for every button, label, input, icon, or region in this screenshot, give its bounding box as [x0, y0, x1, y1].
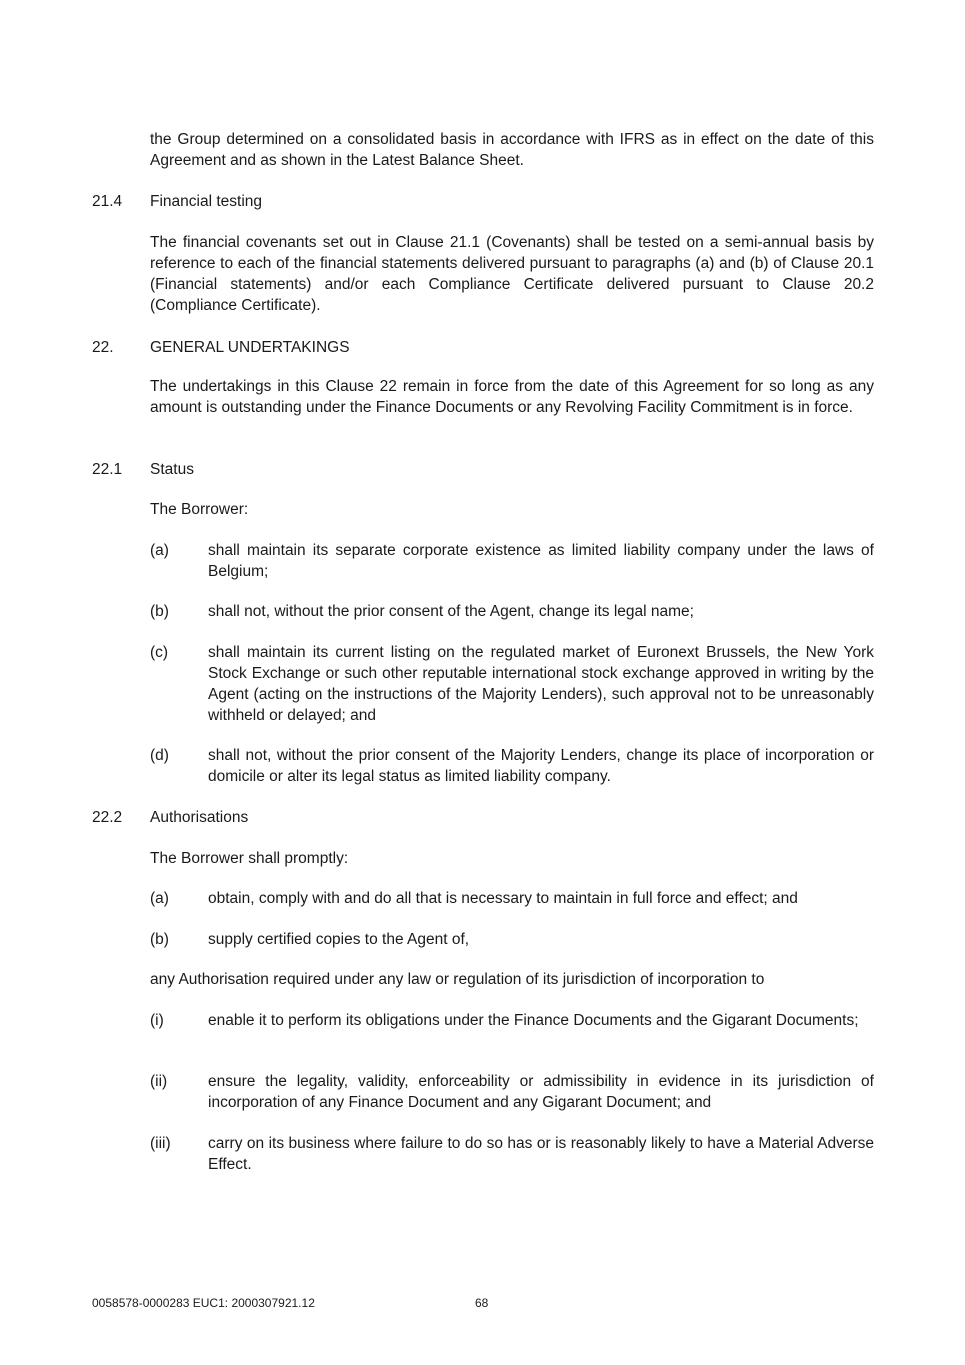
sublist-item-label: (i)	[150, 1012, 164, 1029]
footer-doc-ref: 0058578-0000283 EUC1: 2000307921.12	[92, 1296, 315, 1310]
list-item-label: (c)	[150, 644, 169, 661]
list-item-label: (a)	[150, 542, 169, 559]
list-item-label: (b)	[150, 603, 169, 620]
section-lead: The Borrower shall promptly:	[150, 850, 349, 867]
section-number: 22.2	[92, 809, 123, 826]
section-continuation: any Authorisation required under any law or regulation of its jurisdiction of incorporation to	[150, 971, 765, 988]
page-number: 68	[475, 1296, 489, 1310]
sublist-item: ensure the legality, validity, enforceability or admissibility in evidence in its jurisdiction of incorporation of any Finance Document and any Gigarant Document; and	[208, 1073, 874, 1111]
list-item: shall not, without the prior consent of the Agent, change its legal name;	[208, 603, 694, 620]
intro-paragraph: the Group determined on a consolidated basis in accordance with IFRS as in effect on the date of this Agreement and as shown in the Latest Balance Sheet.	[150, 131, 874, 169]
sublist-item: carry on its business where failure to do so has or is reasonably likely to have a Material Adverse Effect.	[208, 1135, 874, 1173]
section-heading: Authorisations	[150, 809, 249, 826]
list-item-label: (b)	[150, 931, 169, 948]
section-heading: Status	[150, 461, 194, 478]
list-item-label: (d)	[150, 747, 169, 764]
list-item-label: (a)	[150, 890, 169, 907]
section-lead: The Borrower:	[150, 501, 249, 518]
list-item: obtain, comply with and do all that is necessary to maintain in full force and effect; and	[208, 890, 798, 907]
section-number: 21.4	[92, 193, 123, 210]
list-item: shall not, without the prior consent of the Majority Lenders, change its place of incorporation or domicile or alter its legal status as limited liability company.	[208, 747, 874, 785]
list-item: shall maintain its separate corporate existence as limited liability company under the laws of Belgium;	[208, 542, 874, 580]
section-number: 22.1	[92, 461, 123, 478]
section-body: The financial covenants set out in Clause 21.1 (Covenants) shall be tested on a semi-annual basis by reference to each of the financial statements delivered pursuant to paragraphs (a) and (b) of Clause 20.1 (Financial statements) and/or each Compliance Certificate delivered pursuant to Clause 20.2 (Compliance Certificate).	[150, 234, 874, 314]
sublist-item-label: (iii)	[150, 1135, 171, 1152]
sublist-item: enable it to perform its obligations under the Finance Documents and the Gigarant Documents;	[208, 1012, 859, 1029]
list-item: shall maintain its current listing on the regulated market of Euronext Brussels, the New York Stock Exchange or such other reputable international stock exchange approved in writing by the Agent (acting on the instructions of the Majority Lenders), such approval not to be unreasonably withheld or delayed; and	[208, 644, 874, 724]
section-body: The undertakings in this Clause 22 remain in force from the date of this Agreement for so long as any amount is outstanding under the Finance Documents or any Revolving Facility Commitment is in force.	[150, 378, 874, 416]
section-heading: Financial testing	[150, 193, 263, 210]
list-item: supply certified copies to the Agent of,	[208, 931, 470, 948]
section-number: 22.	[92, 339, 114, 356]
section-heading: GENERAL UNDERTAKINGS	[150, 339, 350, 356]
sublist-item-label: (ii)	[150, 1073, 168, 1090]
